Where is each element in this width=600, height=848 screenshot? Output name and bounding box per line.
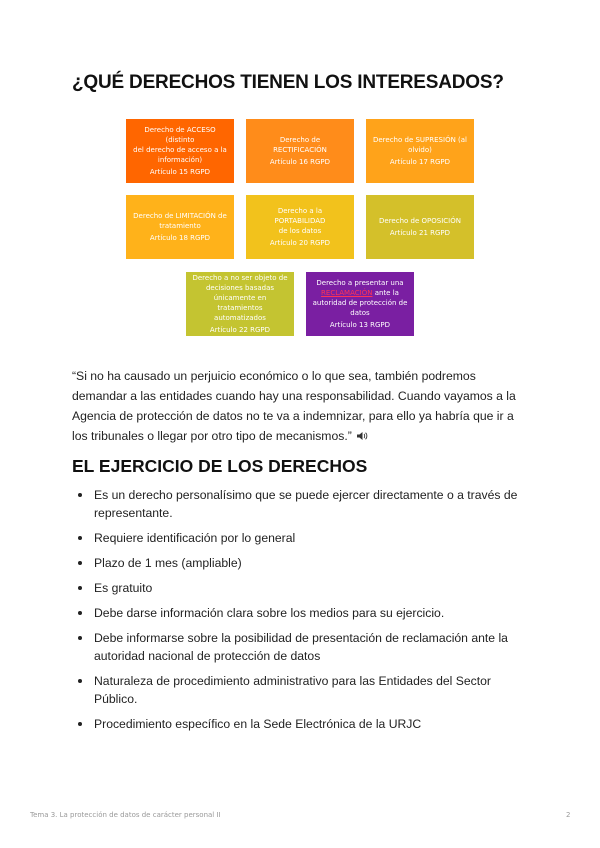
list-item-text: Naturaleza de procedimiento administrativo para las Entidades del Sector Público. [94,674,491,706]
list-item [72,579,532,597]
box-line: Derecho de LIMITACIÓN de [133,212,227,220]
box-portabilidad [246,195,354,259]
box-supresion [366,119,474,183]
box-line: automatizados [214,314,266,322]
quote-text: “Si no ha causado un perjuicio económico o lo que sea, también podremos demandar a las entidades cuando hay una responsabilidad. Cuando vayamos a la Agencia de protección de datos no te va a indemnizar, para ello ya habría que ir a los tribunales o llegar por otro tipo de mecanismos.” [72,369,516,443]
speaker-icon[interactable] [356,431,368,441]
box-line: decisiones basadas [205,284,275,292]
list-item-text: Procedimiento específico en la Sede Electrónica de la URJC [94,717,422,731]
box-line: únicamente en tratamientos [213,294,267,312]
page-heading: ¿QUÉ DERECHOS TIENEN LOS INTERESADOS? [72,72,504,93]
box-line: de los datos [278,227,322,235]
box-ref: Artículo 20 RGPD [269,239,331,247]
box-ref: Artículo 22 RGPD [209,326,271,334]
list-item-text: Es gratuito [94,581,153,595]
list-item [72,486,532,522]
box-line: Derecho a presentar una [316,279,404,287]
footer-page-number: 2 [566,811,571,819]
list-item [72,604,532,622]
box-ref: Artículo 15 RGPD [149,168,211,176]
bullet-icon [78,586,82,590]
box-line: Derecho a la PORTABILIDAD [274,207,326,225]
list-item-text: Debe informarse sobre la posibilidad de presentación de reclamación ante la autoridad nacional de protección de datos [94,631,508,663]
rights-exercise-list [72,486,532,740]
list-item [72,529,532,547]
box-decisiones-automatizadas [186,272,294,336]
list-item-text: Debe darse información clara sobre los medios para su ejercicio. [94,606,445,620]
list-item-text: Plazo de 1 mes (ampliable) [94,556,242,570]
list-item [72,554,532,572]
bullet-icon [78,493,82,497]
box-limitacion [126,195,234,259]
box-acceso [126,119,234,183]
box-line: Derecho de ACCESO (distinto [144,126,216,144]
box-line: información) [157,156,203,164]
box-line: Derecho de RECTIFICACIÓN [273,136,327,154]
bullet-icon [78,636,82,640]
quote-paragraph [72,366,532,446]
list-item [72,672,532,708]
box-line-post: ante la [374,289,399,297]
box-line: tratamiento [159,222,201,230]
reclamacion-link[interactable]: RECLAMACIÓN [321,289,373,297]
footer-title: Tema 3. La protección de datos de carácter personal II [30,811,221,819]
box-line: Derecho de OPOSICIÓN [379,217,461,225]
section-heading: EL EJERCICIO DE LOS DERECHOS [72,456,368,476]
box-reclamacion [306,272,414,336]
bullet-icon [78,679,82,683]
box-line: Derecho a no ser objeto de [192,274,288,282]
box-ref: Artículo 18 RGPD [149,234,211,242]
box-ref: Artículo 13 RGPD [329,321,391,329]
box-line: del derecho de acceso a la [133,146,227,154]
box-line: olvido) [408,146,432,154]
bullet-icon [78,722,82,726]
box-line [321,288,399,298]
box-line: Derecho de SUPRESIÓN (al [372,136,467,144]
list-item [72,715,532,733]
box-line: autoridad de protección de [312,299,408,307]
bullet-icon [78,561,82,565]
list-item-text: Requiere identificación por lo general [94,531,296,545]
bullet-icon [78,536,82,540]
box-ref: Artículo 17 RGPD [389,158,451,166]
box-rectificacion [246,119,354,183]
box-ref: Artículo 21 RGPD [389,229,451,237]
list-item-text: Es un derecho personalísimo que se puede ejercer directamente o a través de representante. [94,488,518,520]
list-item [72,629,532,665]
box-ref: Artículo 16 RGPD [269,158,331,166]
box-line: datos [350,309,370,317]
box-oposicion [366,195,474,259]
bullet-icon [78,611,82,615]
